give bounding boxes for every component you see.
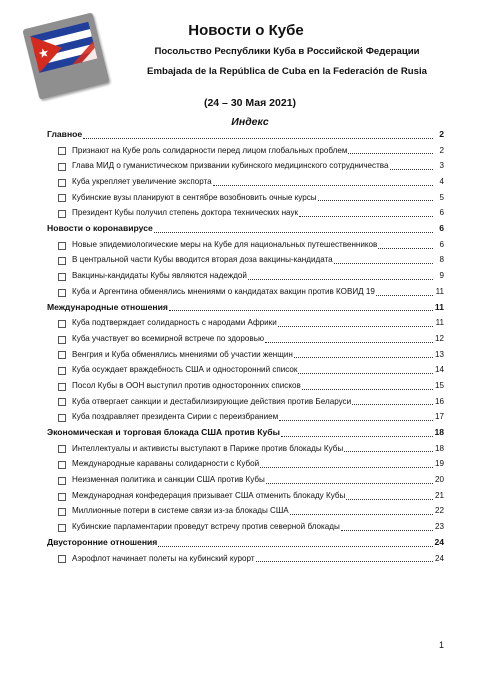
square-bullet-icon (58, 320, 66, 328)
toc-entry-title: Кубинские вузы планируют в сентябре возобновить очные курсы (72, 192, 317, 202)
toc-page-number: 14 (434, 365, 444, 375)
toc-page-number: 17 (434, 412, 444, 422)
toc-entry[interactable] (47, 268, 444, 284)
dot-leader (294, 357, 433, 358)
toc-entry[interactable] (47, 456, 444, 472)
toc-entry[interactable] (47, 143, 444, 159)
toc-page-number: 2 (439, 128, 444, 139)
toc-entry-title: Венгрия и Куба обменялись мнениями об участии женщин (72, 349, 293, 359)
toc-page-number: 3 (439, 161, 444, 171)
toc-page-number: 16 (434, 396, 444, 406)
dot-leader (341, 530, 433, 531)
dot-leader (213, 185, 433, 186)
toc-page-number: 6 (439, 208, 444, 218)
dot-leader (390, 169, 433, 170)
toc-entry[interactable] (47, 158, 444, 174)
dot-leader (278, 326, 433, 327)
dot-leader (154, 232, 433, 233)
toc-page-number: 18 (434, 443, 444, 453)
dot-leader (334, 263, 433, 264)
dot-leader (260, 467, 433, 468)
toc-entry-title: Куба поздравляет президента Сирии с переизбранием (72, 412, 279, 422)
toc-entry-title: Куба укрепляет увеличение экспорта (72, 177, 212, 187)
toc-entry-title: Интеллектуалы и активисты выступают в Париже против блокады Кубы (72, 443, 344, 453)
toc-section[interactable] (47, 425, 444, 441)
square-bullet-icon (58, 367, 66, 375)
dot-leader (346, 499, 433, 500)
toc-section[interactable] (47, 221, 444, 237)
toc-entry[interactable] (47, 504, 444, 520)
square-bullet-icon (58, 445, 66, 453)
toc-entry-title: Посол Кубы в ООН выступил против односторонних списков (72, 380, 301, 390)
toc-entry[interactable] (47, 551, 444, 567)
dot-leader (158, 546, 433, 547)
page-title: Новости о Кубе (188, 22, 304, 39)
dot-leader (265, 342, 433, 343)
square-bullet-icon (58, 524, 66, 532)
toc-entry-title: Аэрофлот начинает полеты на кубинский курорт (72, 553, 255, 563)
toc-entry-title: Миллионные потери в системе связи из-за блокады США (72, 506, 289, 516)
square-bullet-icon (58, 461, 66, 469)
dot-leader (281, 436, 433, 437)
dot-leader (279, 420, 433, 421)
toc-entry[interactable] (47, 253, 444, 269)
toc-entry-title: Неизменная политика и санкции США против Кубы (72, 475, 265, 485)
dot-leader (318, 200, 433, 201)
square-bullet-icon (58, 273, 66, 281)
index-heading: Индекс (231, 116, 269, 128)
toc-page-number: 12 (434, 333, 444, 343)
toc-page-number: 11 (435, 286, 444, 296)
toc-section[interactable] (47, 535, 444, 551)
toc-page-number: 18 (434, 427, 444, 438)
square-bullet-icon (58, 289, 66, 297)
square-bullet-icon (58, 493, 66, 501)
square-bullet-icon (58, 194, 66, 202)
toc-entry[interactable] (47, 237, 444, 253)
toc-entry[interactable] (47, 347, 444, 363)
toc-section[interactable] (47, 300, 444, 316)
toc-entry-title: Международная конфедерация призывает США отменить блокаду Кубы (72, 490, 346, 500)
toc-page-number: 6 (439, 223, 444, 234)
page-number: 1 (438, 640, 444, 650)
dot-leader (248, 279, 433, 280)
toc-page-number: 15 (434, 380, 444, 390)
toc-entry[interactable] (47, 519, 444, 535)
toc-entry-title: Экономическая и торговая блокада США против Кубы (47, 427, 280, 438)
toc-entry[interactable] (47, 315, 444, 331)
toc-entry-title: Куба подтверждает солидарность с народами Африки (72, 318, 277, 328)
square-bullet-icon (58, 210, 66, 218)
toc-entry-title: Куба осуждает враждебность США и односторонний список (72, 365, 298, 375)
toc-entry[interactable] (47, 472, 444, 488)
toc-page-number: 9 (439, 271, 444, 281)
toc-entry-title: Двусторонние отношения (47, 536, 158, 547)
square-bullet-icon (58, 555, 66, 563)
toc-page-number: 13 (434, 349, 444, 359)
toc-entry-title: Признают на Кубе роль солидарности перед лицом глобальных проблем (72, 145, 348, 155)
toc-page-number: 8 (439, 255, 444, 265)
toc-page-number: 22 (434, 506, 444, 516)
square-bullet-icon (58, 257, 66, 265)
toc-entry[interactable] (47, 362, 444, 378)
dot-leader (169, 310, 433, 311)
square-bullet-icon (58, 508, 66, 516)
toc-page-number: 11 (434, 301, 444, 312)
dot-leader (266, 483, 433, 484)
dot-leader (298, 373, 433, 374)
square-bullet-icon (58, 477, 66, 485)
toc-entry[interactable] (47, 394, 444, 410)
square-bullet-icon (58, 398, 66, 406)
toc-page-number: 21 (434, 490, 444, 500)
date-range: (24 – 30 Мая 2021) (203, 97, 297, 109)
square-bullet-icon (58, 351, 66, 359)
toc-entry-title: Президент Кубы получил степень доктора технических наук (72, 208, 299, 218)
toc-page-number: 24 (434, 536, 444, 547)
dot-leader (256, 561, 433, 562)
toc-page-number: 4 (439, 177, 444, 187)
toc-page-number: 2 (439, 145, 444, 155)
dot-leader (376, 295, 433, 296)
dot-leader (299, 216, 433, 217)
dot-leader (344, 451, 433, 452)
toc-entry[interactable] (47, 284, 444, 300)
toc-entry-title: Международные караваны солидарности с Кубой (72, 459, 260, 469)
square-bullet-icon (58, 179, 66, 187)
toc-entry[interactable] (47, 190, 444, 206)
square-bullet-icon (58, 414, 66, 422)
toc-entry[interactable] (47, 331, 444, 347)
square-bullet-icon (58, 242, 66, 250)
square-bullet-icon (58, 336, 66, 344)
toc-entry-title: Новые эпидемиологические меры на Кубе для национальных путешественников (72, 239, 378, 249)
toc-page-number: 19 (434, 459, 444, 469)
toc-page-number: 24 (434, 553, 444, 563)
dot-leader (348, 153, 433, 154)
toc-entry-title: Глава МИД о гуманистическом призвании кубинского медицинского сотрудничества (72, 161, 389, 171)
toc-entry[interactable] (47, 488, 444, 504)
toc-entry-title: В центральной части Кубы вводится вторая доза вакцины-кандидата (72, 255, 333, 265)
dot-leader (378, 248, 433, 249)
toc-page-number: 6 (439, 239, 444, 249)
toc-entry[interactable] (47, 205, 444, 221)
toc-page-number: 11 (435, 318, 444, 328)
toc-entry[interactable] (47, 378, 444, 394)
embassy-name-es: Embajada de la República de Cuba en la Federación de Rusia (147, 66, 427, 77)
toc-entry[interactable] (47, 409, 444, 425)
toc-entry-title: Международные отношения (47, 301, 168, 312)
dot-leader (290, 514, 433, 515)
toc-entry-title: Куба участвует во всемирной встрече по здоровью (72, 333, 265, 343)
embassy-name-ru: Посольство Республики Куба в Российской Федерации (154, 46, 420, 57)
toc-page-number: 20 (434, 475, 444, 485)
toc-entry-title: Главное (47, 128, 83, 139)
toc-section[interactable] (47, 127, 444, 143)
dot-leader (83, 138, 433, 139)
toc-entry-title: Новости о коронавирусе (47, 223, 153, 234)
toc-entry-title: Вакцины-кандидаты Кубы являются надеждой (72, 271, 247, 281)
toc-entry[interactable] (47, 174, 444, 190)
toc-entry-title: Куба отвергает санкции и дестабилизирующие действия против Беларуси (72, 396, 352, 406)
toc-entry-title: Кубинские парламентарии проведут встречу против северной блокады (72, 522, 340, 532)
toc-entry-title: Куба и Аргентина обменялись мнениями о кандидатах вакцин против КОВИД 19 (72, 286, 375, 296)
toc-page-number: 23 (434, 522, 444, 532)
toc-entry[interactable] (47, 441, 444, 457)
square-bullet-icon (58, 147, 66, 155)
dot-leader (302, 389, 433, 390)
dot-leader (352, 404, 433, 405)
toc-page-number: 5 (439, 192, 444, 202)
table-of-contents (47, 127, 444, 566)
square-bullet-icon (58, 163, 66, 171)
square-bullet-icon (58, 383, 66, 391)
